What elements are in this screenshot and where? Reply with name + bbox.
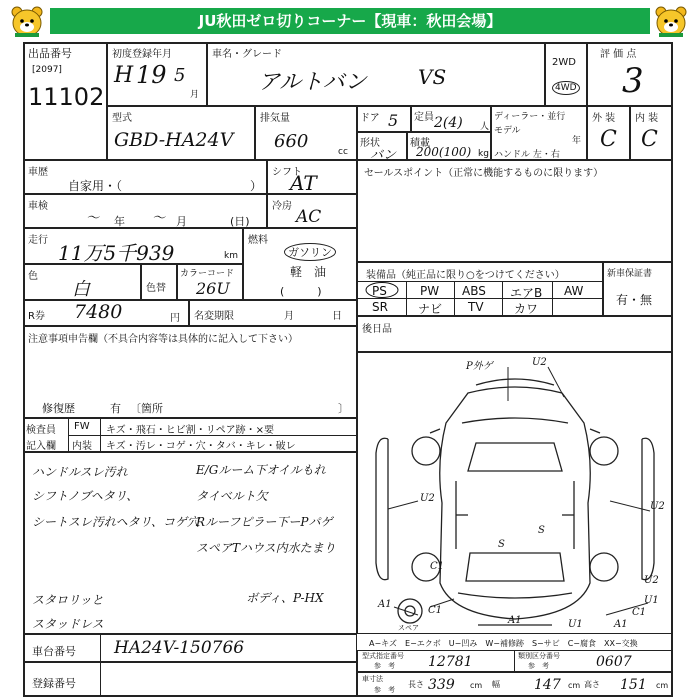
equip-pw: PW [420, 284, 440, 298]
bear-mascot-icon [10, 4, 44, 38]
equip-sr: SR [372, 300, 388, 314]
inspector-fw-items: キズ・飛石・ヒビ割・リペア跡・×要 [106, 425, 274, 436]
door-value: 5 [388, 111, 399, 130]
reg-year: 19 [136, 61, 167, 89]
fuel-cell [243, 228, 357, 300]
spec-len-label: 長さ [408, 680, 424, 689]
ext-label: 外 装 [592, 113, 616, 124]
recycle-label: R券 [28, 311, 45, 322]
fuel-diesel: 軽 油 [290, 265, 327, 279]
reg-label: 初度登録年月 [112, 49, 172, 60]
reg-era: H [114, 63, 134, 88]
ext-value: C [600, 127, 617, 152]
ac-cell [267, 194, 357, 228]
displacement-unit: cc [338, 147, 348, 157]
color-value: 白 [72, 279, 90, 300]
header [0, 0, 700, 42]
spec-type-label: 型式指定番号 [362, 652, 404, 660]
load-unit: kg [478, 149, 489, 159]
shift-cell [267, 160, 357, 194]
register-cell [23, 662, 357, 697]
rear-label: 後日品 [362, 324, 392, 335]
dealer-year-label: 年 [572, 136, 582, 146]
capacity-label: 定員 [414, 112, 434, 123]
mark-14: A1 [378, 599, 392, 610]
remark-right-3: Rルーフピラー下ーPパゲ [196, 515, 333, 529]
spec-class-label: 類別区分番号 [518, 652, 560, 660]
capacity-cell [411, 106, 491, 132]
dealer-cell [491, 106, 587, 160]
spec-class-value: 0607 [596, 654, 632, 670]
score-cell [587, 42, 673, 106]
spec-height-unit: cm [656, 681, 669, 690]
inspection-day: (日) [230, 215, 250, 228]
int-value: C [641, 127, 658, 152]
ac-value: AC [296, 207, 322, 227]
color-label: 色 [28, 271, 38, 282]
name-change-month: 月 [284, 311, 294, 322]
repair-value: 有 [110, 402, 121, 415]
notes-cell [23, 326, 357, 418]
history-close: ） [250, 179, 263, 193]
displacement-cell [255, 106, 357, 160]
spec-type-cell [357, 650, 673, 672]
rear-cell [357, 316, 673, 352]
recycle-cell [23, 300, 189, 326]
lot-cell [23, 42, 107, 160]
mark-3: U2 [650, 501, 665, 512]
mileage-value: 11万5千939 [58, 241, 175, 265]
mark-7: A1 [508, 615, 522, 626]
car-name: アルトバン [258, 70, 367, 95]
history-label: 車歴 [28, 167, 48, 178]
spec-width-value: 147 [534, 677, 561, 693]
remark-right-2: タイベルト欠 [196, 489, 268, 503]
mark-4: U2 [420, 493, 435, 504]
notes-label: 注意事項申告欄（不具合内容等は具体的に記入して下さい） [28, 334, 298, 345]
mark-5: S [538, 525, 545, 536]
load-cell [407, 132, 491, 160]
equip-leather: カワ [514, 302, 539, 316]
equip-ps: PS [372, 284, 387, 298]
dealer-handle-label: ハンドル 左・右 [494, 150, 560, 160]
spec-ref-1: 参 考 [374, 662, 395, 670]
color-code-label: カラーコード [180, 269, 235, 279]
spec-ref-2: 参 考 [528, 662, 549, 670]
inspection-month: 月 [176, 215, 187, 228]
remark-left-5: スタッドレス [32, 617, 104, 631]
inspection-label: 車検 [28, 201, 48, 212]
mark-11: C1 [430, 561, 445, 572]
capacity-value: 2(4) [434, 115, 463, 131]
remark-right-4: スペアTハウス内水たまり [196, 541, 336, 555]
shape-label: 形状 [360, 138, 380, 149]
spec-width-unit: cm [568, 681, 581, 690]
car-cell [207, 42, 545, 106]
inspector-naisou: 内装 [72, 441, 92, 452]
bear-mascot-icon [654, 4, 688, 38]
inspector-label-1: 検査員 [26, 425, 56, 436]
equip-airbag: エアB [510, 286, 543, 300]
fuel-paren: ( ) [280, 285, 322, 298]
register-label: 登録番号 [32, 677, 76, 690]
color-count-cell [141, 264, 177, 300]
dealer-label: ディーラー・並行 [494, 112, 566, 122]
inspection-year: 年 [114, 215, 125, 228]
name-change-label: 名変期限 [194, 311, 234, 322]
int-label: 内 装 [635, 113, 659, 124]
inspector-nai-items: キズ・汚レ・コゲ・穴・タバ・キレ・破レ [106, 441, 296, 452]
recycle-unit: 円 [170, 313, 180, 324]
reg-cell [107, 42, 207, 106]
mark-15: U1 [568, 619, 583, 630]
auction-sheet [23, 42, 673, 697]
ac-label: 冷房 [272, 201, 292, 212]
color-count-label: 色替 [146, 283, 166, 294]
mileage-label: 走行 [28, 235, 48, 246]
equip-tv: TV [468, 300, 484, 314]
mileage-cell [23, 228, 243, 264]
color-cell [23, 264, 141, 300]
repair-place: 〔箇所 [130, 402, 163, 415]
int-cell [630, 106, 673, 160]
car-label: 車名・グレード [212, 49, 282, 60]
inspector-fw: FW [74, 421, 90, 432]
repair-close: 〕 [338, 402, 349, 415]
lot-label: 出品番号 [28, 47, 72, 60]
mark-12: U2 [644, 575, 659, 586]
displacement-value: 660 [274, 131, 309, 152]
dealer-model-label: モデル [494, 126, 521, 136]
page-title: JU秋田ゼロ切りコーナー【現車：秋田会場】 [50, 8, 650, 34]
remarks-cell [23, 452, 357, 634]
car-outline-diagram [358, 353, 672, 633]
inspection-dash2: 〜 [152, 211, 166, 226]
sales-label: セールスポイント（正常に機能するものに限ります） [364, 168, 604, 179]
reg-month-unit: 月 [190, 90, 200, 100]
fuel-gas: ガソリン [284, 243, 336, 261]
ps-circle-mark [364, 281, 400, 299]
fuel-label: 燃料 [248, 235, 268, 246]
door-cell [357, 106, 411, 132]
model-value: GBD-HA24V [114, 129, 234, 151]
spec-width-label: 幅 [492, 680, 500, 689]
mark-9: C1 [428, 605, 443, 616]
damage-diagram [357, 352, 673, 634]
displacement-label: 排気量 [260, 113, 290, 124]
load-value: 200(100) [416, 145, 472, 159]
mark-2: U2 [532, 357, 547, 368]
remark-left-2: シフトノブヘタリ、 [32, 489, 139, 503]
newcar-label: 新車保証書 [607, 269, 653, 279]
newcar-value: 有・無 [616, 293, 653, 307]
capacity-unit: 人 [480, 122, 490, 132]
inspection-cell [23, 194, 267, 228]
door-label: ドア [360, 113, 380, 124]
remark-right-1: E/Gルーム下オイルもれ [196, 463, 326, 477]
recycle-value: 7480 [74, 301, 123, 323]
mark-8: A1 [614, 619, 628, 630]
mark-1: P外ゲ [466, 361, 493, 372]
shift-value: AT [290, 171, 317, 195]
load-label: 積載 [410, 138, 430, 149]
remark-left-4: スタロリッと [32, 593, 104, 607]
lot-number: 11102 [28, 83, 105, 111]
equip-cell [357, 262, 603, 316]
drive-cell [545, 42, 587, 106]
score-value: 3 [622, 61, 644, 101]
color-code-value: 26U [196, 279, 230, 298]
shift-label: シフト [272, 167, 302, 178]
repair-label: 修復歴 [42, 402, 75, 415]
spec-height-label: 高さ [584, 680, 600, 689]
legend: A−キズ E−エクボ U−凹み W−補修跡 S−サビ C−腐食 XX−交換 [369, 639, 638, 648]
shape-cell [357, 132, 407, 163]
spec-len-value: 339 [428, 677, 455, 693]
equip-abs: ABS [462, 284, 486, 298]
mark-10: C1 [632, 607, 647, 618]
shape-value: バン [370, 148, 397, 163]
spec-type-value: 12781 [428, 654, 473, 670]
spec-len-unit: cm [470, 681, 483, 690]
newcar-cell [603, 262, 673, 316]
mileage-unit: km [224, 251, 238, 261]
inspector-label-2: 記入欄 [26, 441, 56, 452]
spare-label: スペア [398, 624, 419, 632]
car-grade: VS [418, 65, 447, 89]
color-code-cell [177, 264, 243, 300]
equip-navi: ナビ [418, 302, 443, 316]
model-label: 型式 [112, 113, 132, 124]
model-cell [107, 106, 255, 160]
remark-left-1: ハンドルスレ汚れ [32, 465, 128, 479]
remark-right-5: ボディ、P-HX [246, 591, 324, 605]
lot-sub: [2097] [32, 65, 62, 75]
spec-ref-3: 参 考 [374, 686, 395, 694]
equip-label: 装備品（純正品に限り○をつけてください） [366, 270, 565, 281]
score-label: 評 価 点 [600, 49, 637, 60]
sales-cell [357, 160, 673, 262]
drive-4wd: 4WD [552, 81, 580, 95]
spec-dim-label: 車寸法 [362, 675, 383, 683]
reg-month: 5 [174, 65, 186, 86]
name-change-day: 日 [332, 311, 342, 322]
name-change-cell [189, 300, 357, 326]
ext-cell [587, 106, 630, 160]
spec-height-value: 151 [620, 677, 647, 693]
chassis-label: 車台番号 [32, 645, 76, 658]
inspection-dash1: 〜 [86, 211, 100, 226]
spec-dim-cell [357, 672, 673, 697]
equip-aw: AW [564, 284, 584, 298]
history-cell [23, 160, 267, 194]
mark-13: U1 [644, 595, 659, 606]
chassis-value: HA24V-150766 [114, 638, 245, 658]
mark-6: S [498, 539, 505, 550]
inspector-cell [23, 418, 357, 452]
remark-left-3: シートスレ汚れヘタリ、コゲ穴 [32, 515, 200, 529]
drive-2wd: 2WD [552, 57, 576, 68]
chassis-cell [23, 634, 357, 662]
history-value: 自家用・（ [68, 179, 123, 193]
